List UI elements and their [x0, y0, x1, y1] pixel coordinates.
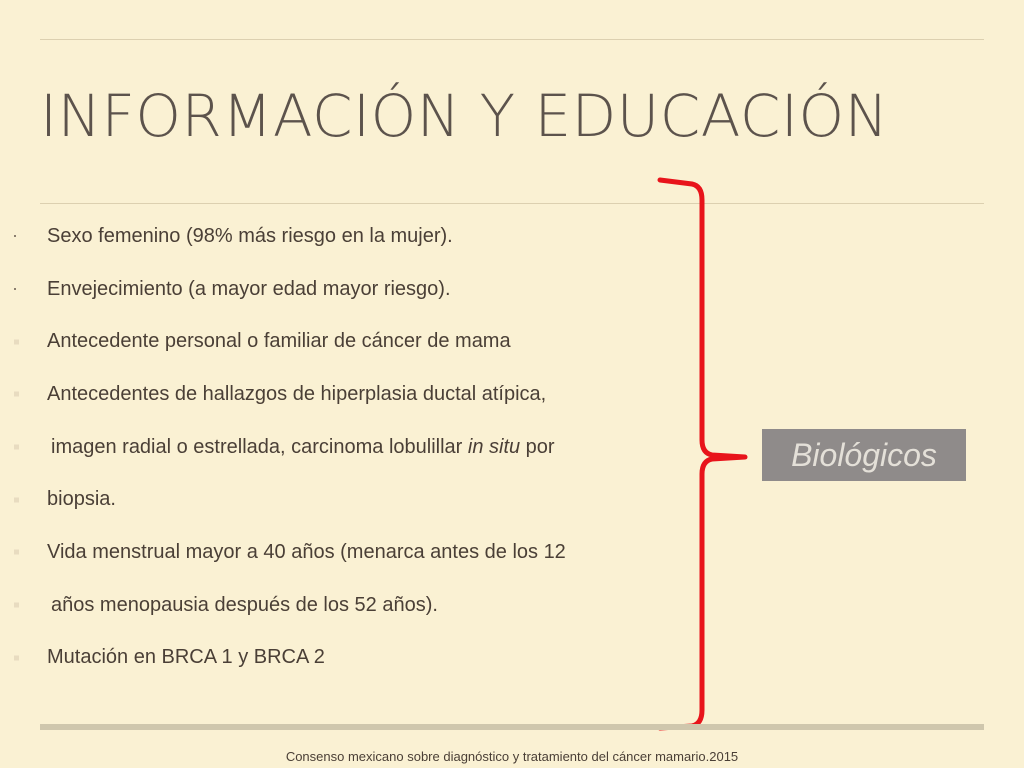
bullet-square-icon: [14, 655, 19, 660]
slide-title: INFORMACIÓN Y EDUCACIÓN: [40, 82, 889, 150]
bullet-text: [51, 436, 555, 459]
bullet-text: Antecedentes de hallazgos de hiperplasia ductal atípica,: [47, 382, 547, 405]
bullet-dot-icon: [14, 288, 16, 290]
bullet-text: Antecedente personal o familiar de cáncer de mama: [47, 330, 511, 353]
bullet-text-italic: in situ: [467, 435, 521, 458]
bullet-square-icon: [14, 445, 19, 450]
bullet-text: años menopausia después de los 52 años).: [51, 593, 438, 616]
bullet-square-icon: [14, 550, 19, 555]
bullet-text: Mutación en BRCA 1 y BRCA 2: [47, 646, 325, 669]
footer-citation: Consenso mexicano sobre diagnóstico y tratamiento del cáncer mamario.2015: [285, 749, 739, 764]
top-divider: [40, 39, 984, 40]
bullet-text: Vida menstrual mayor a 40 años (menarca antes de los 12: [47, 540, 566, 563]
bullet-text-after: por: [520, 435, 555, 458]
right-brace-icon: [650, 170, 780, 740]
bottom-divider: [40, 724, 984, 730]
bullet-square-icon: [14, 339, 19, 344]
biologicos-label: Biológicos: [791, 436, 937, 473]
bullet-square-icon: [14, 603, 19, 608]
bullet-dot-icon: [14, 235, 16, 237]
bullet-square-icon: [14, 392, 19, 397]
bullet-text: Envejecimiento (a mayor edad mayor riesgo).: [47, 277, 451, 300]
bullet-text-before: imagen radial o estrellada, carcinoma lobulillar: [51, 435, 468, 458]
bullet-text: Sexo femenino (98% más riesgo en la mujer).: [47, 224, 453, 247]
bullet-square-icon: [14, 497, 19, 502]
bullet-text: biopsia.: [47, 488, 116, 511]
biologicos-label-box: [762, 429, 966, 481]
brace-stroke: [660, 180, 745, 728]
title-divider: [40, 203, 984, 204]
